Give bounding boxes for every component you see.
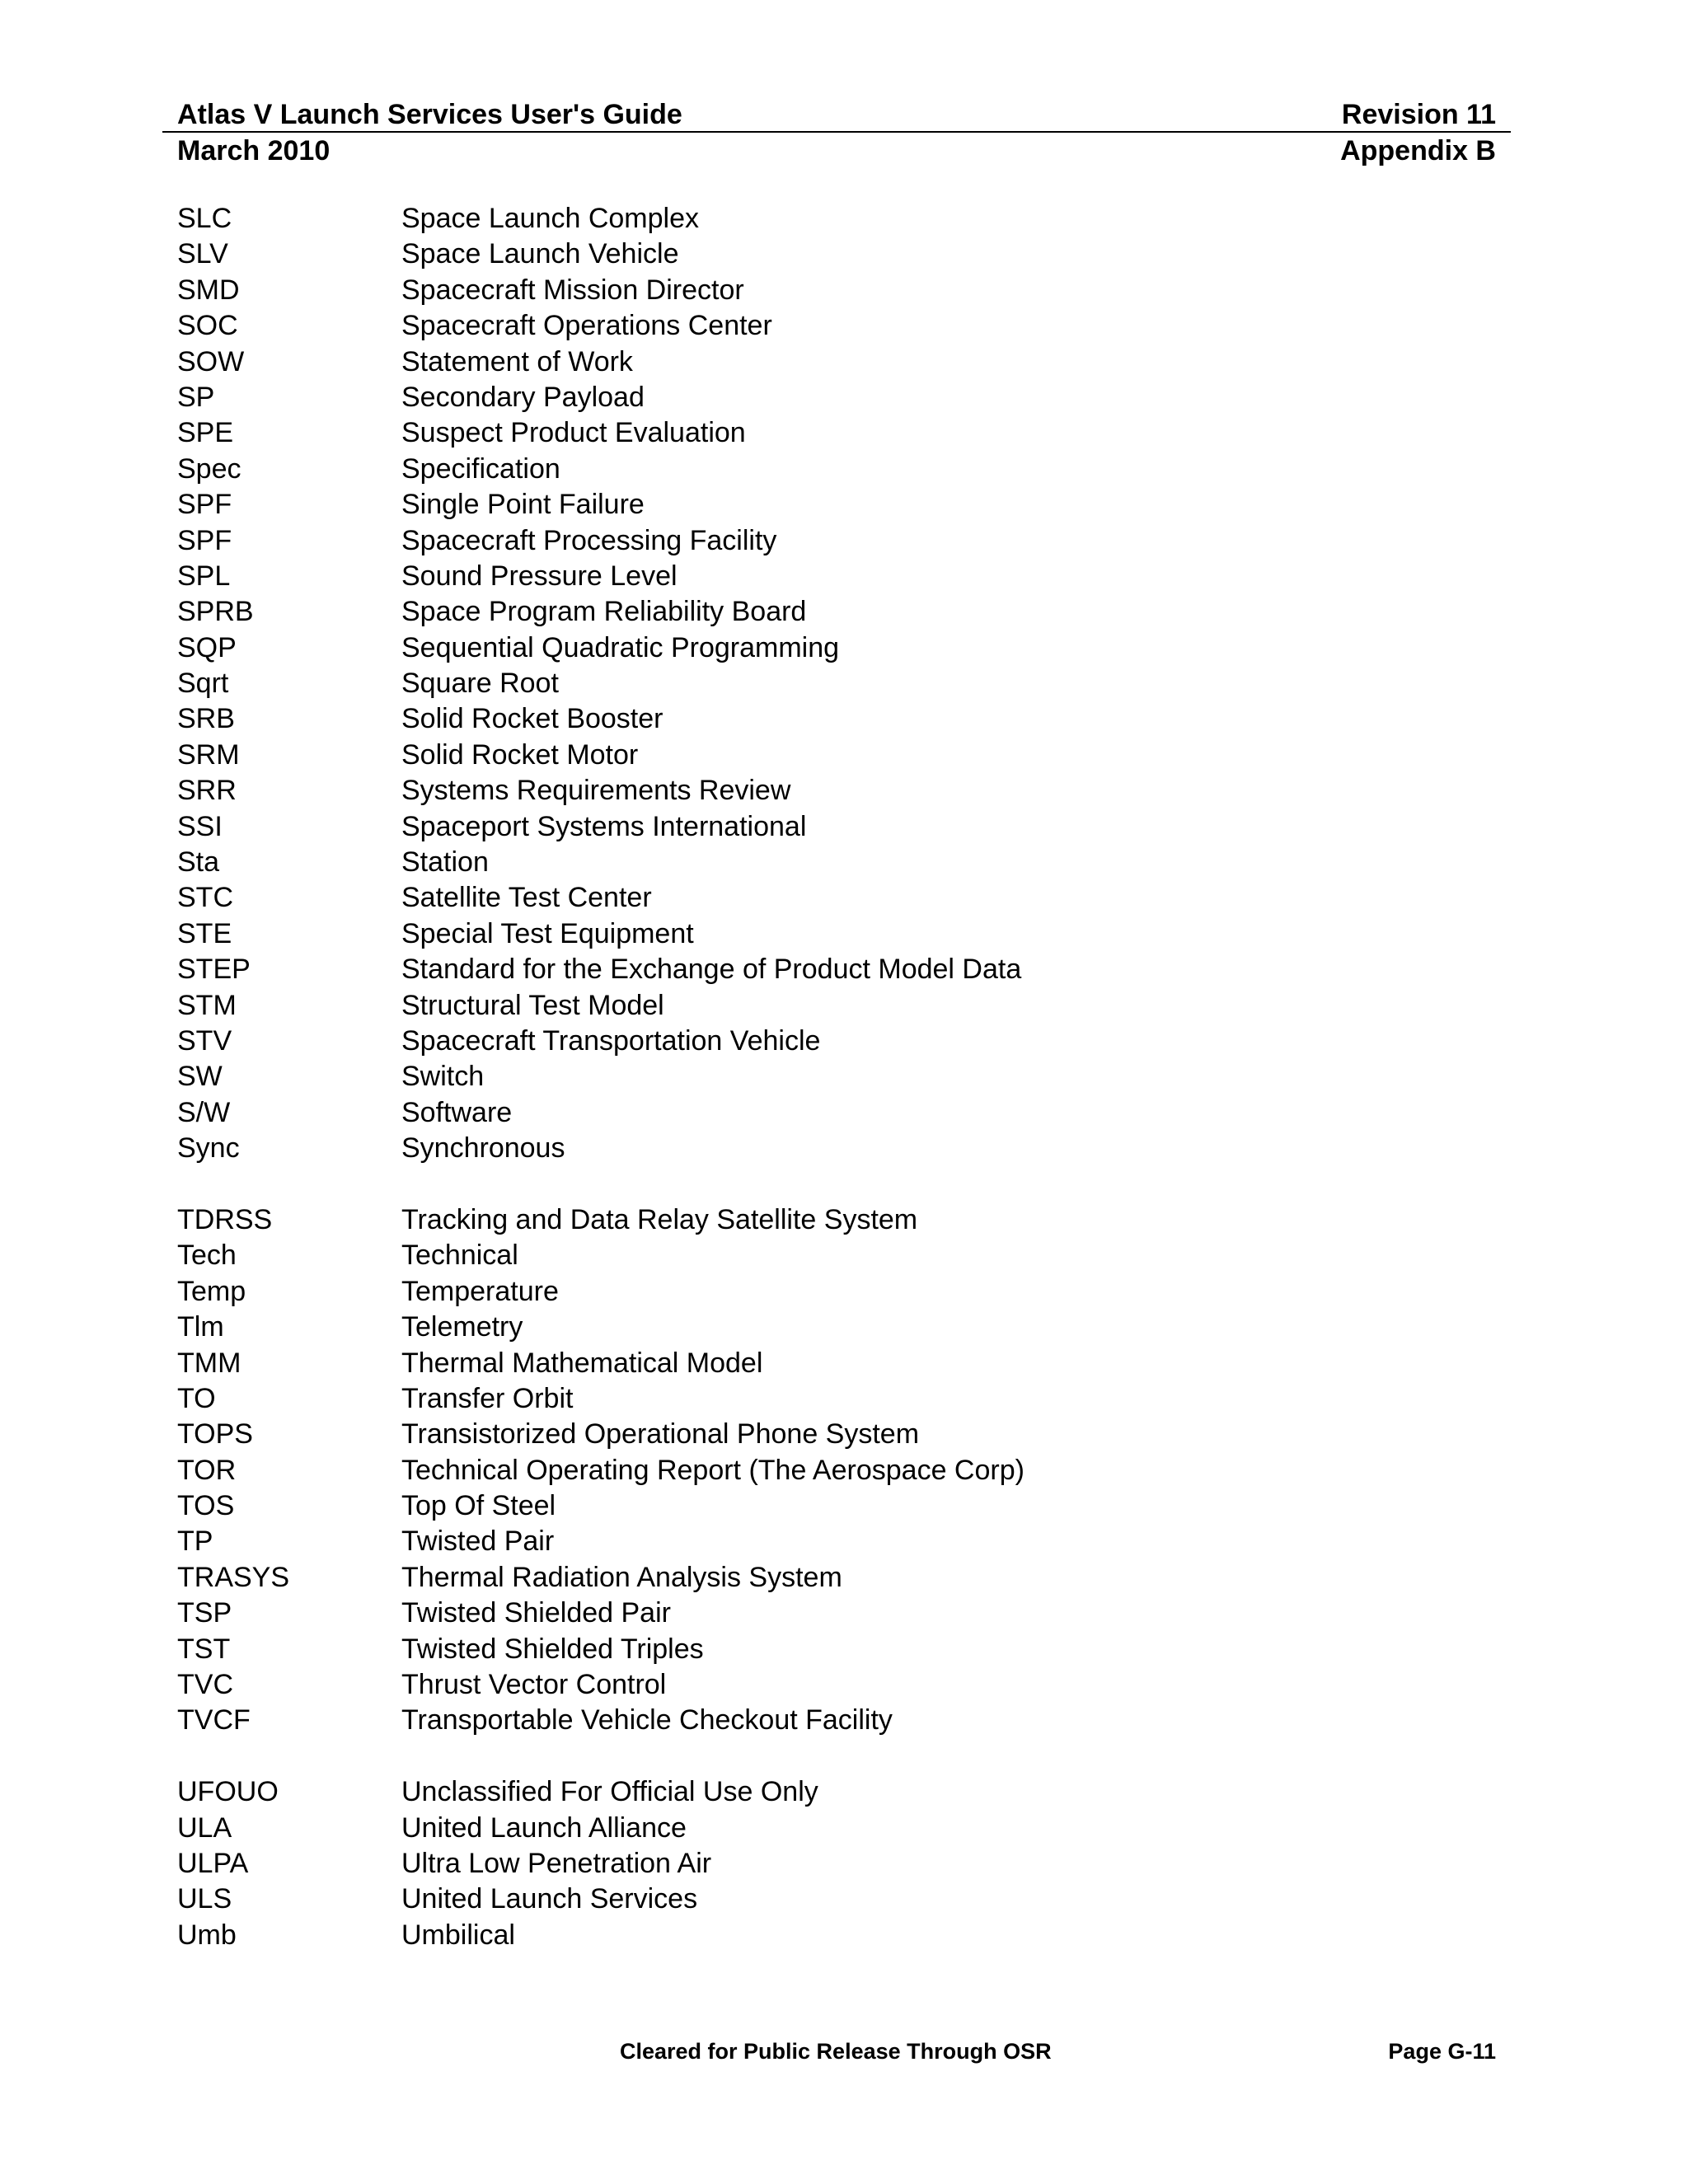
list-item — [177, 988, 1496, 1024]
definition: Telemetry — [401, 1311, 523, 1343]
list-item — [177, 1024, 1496, 1059]
list-item — [177, 1882, 1496, 1917]
abbreviation: ULA — [177, 1811, 232, 1844]
abbreviation: STEP — [177, 954, 251, 986]
definition: Spacecraft Processing Facility — [401, 524, 777, 556]
definition: Thermal Radiation Analysis System — [401, 1561, 842, 1593]
abbreviation: SPF — [177, 489, 232, 521]
list-item — [177, 952, 1496, 987]
release-notice: Cleared for Public Release Through OSR — [620, 2039, 1052, 2064]
definition: Single Point Failure — [401, 489, 645, 521]
abbreviation: STV — [177, 1024, 232, 1057]
list-item — [177, 523, 1496, 559]
abbreviation: TMM — [177, 1347, 241, 1379]
definition: Solid Rocket Motor — [401, 738, 639, 771]
definition: Synchronous — [401, 1132, 565, 1165]
page-header — [177, 97, 1496, 168]
abbreviation-group — [177, 1202, 1496, 1739]
abbreviation: SPL — [177, 560, 231, 592]
list-item — [177, 1453, 1496, 1488]
abbreviation: TST — [177, 1633, 231, 1665]
list-item — [177, 308, 1496, 344]
list-item — [177, 1202, 1496, 1238]
list-item — [177, 344, 1496, 380]
definition: Tracking and Data Relay Satellite System — [401, 1203, 918, 1235]
abbreviation: STE — [177, 917, 232, 949]
revision-label: Revision 11 — [1341, 99, 1496, 130]
list-item — [177, 880, 1496, 916]
definition: Secondary Payload — [401, 381, 645, 413]
list-item — [177, 1846, 1496, 1882]
list-item — [177, 1596, 1496, 1631]
abbreviation: Umb — [177, 1919, 237, 1951]
abbreviation: SMD — [177, 274, 240, 306]
list-item — [177, 1918, 1496, 1953]
abbreviation: SOC — [177, 310, 238, 342]
definition: United Launch Services — [401, 1883, 698, 1915]
definition: Thrust Vector Control — [401, 1669, 667, 1701]
list-item — [177, 773, 1496, 808]
list-item — [177, 738, 1496, 773]
definition: Suspect Product Evaluation — [401, 417, 746, 449]
list-item — [177, 809, 1496, 845]
definition: Special Test Equipment — [401, 917, 694, 949]
section-label: Appendix B — [1340, 135, 1496, 166]
abbreviation: SPE — [177, 417, 234, 449]
definition: Satellite Test Center — [401, 882, 652, 914]
list-item — [177, 1417, 1496, 1452]
definition: Umbilical — [401, 1919, 515, 1951]
abbreviation: SW — [177, 1061, 223, 1093]
list-item — [177, 916, 1496, 952]
document-title: Atlas V Launch Services User's Guide — [177, 99, 682, 130]
abbreviation: SQP — [177, 631, 237, 663]
abbreviation: SRR — [177, 775, 237, 807]
abbreviation: STC — [177, 882, 233, 914]
list-item — [177, 666, 1496, 701]
abbreviation: SPRB — [177, 596, 254, 628]
list-item — [177, 1560, 1496, 1596]
abbreviation: TOS — [177, 1490, 235, 1522]
abbreviation: Temp — [177, 1275, 246, 1307]
header-divider — [162, 131, 1511, 133]
definition: Spacecraft Operations Center — [401, 310, 772, 342]
list-item — [177, 1274, 1496, 1310]
list-item — [177, 380, 1496, 415]
document-date: March 2010 — [177, 135, 331, 166]
definition: Switch — [401, 1061, 485, 1093]
definition: Transfer Orbit — [401, 1382, 574, 1414]
abbreviation: TP — [177, 1526, 213, 1558]
definition: Twisted Shielded Pair — [401, 1597, 671, 1629]
list-item — [177, 237, 1496, 272]
abbreviation: Spec — [177, 452, 241, 485]
definition: Thermal Mathematical Model — [401, 1347, 763, 1379]
list-item — [177, 1059, 1496, 1094]
list-item — [177, 1238, 1496, 1273]
definition: Station — [401, 846, 489, 879]
definition: Solid Rocket Booster — [401, 703, 663, 735]
definition: Standard for the Exchange of Product Model Data — [401, 954, 1022, 986]
definition: Top Of Steel — [401, 1490, 556, 1522]
definition: Spaceport Systems International — [401, 810, 807, 842]
definition: Technical — [401, 1240, 518, 1272]
definition: Specification — [401, 452, 560, 485]
definition: Transportable Vehicle Checkout Facility — [401, 1704, 893, 1736]
list-item — [177, 1131, 1496, 1166]
abbreviation: ULPA — [177, 1847, 249, 1879]
definition: Software — [401, 1096, 513, 1128]
definition: Space Launch Vehicle — [401, 238, 679, 270]
abbreviation: SRB — [177, 703, 235, 735]
abbreviation: Sqrt — [177, 668, 229, 700]
definition: Sound Pressure Level — [401, 560, 678, 592]
list-item — [177, 1667, 1496, 1703]
abbreviation: TOPS — [177, 1418, 253, 1451]
list-item — [177, 594, 1496, 630]
definition: Unclassified For Official Use Only — [401, 1776, 818, 1808]
list-item — [177, 487, 1496, 523]
definition: Twisted Pair — [401, 1526, 555, 1558]
abbreviation: TDRSS — [177, 1203, 273, 1235]
abbreviation: TOR — [177, 1454, 237, 1486]
abbreviation: Sync — [177, 1132, 240, 1165]
definition: Square Root — [401, 668, 559, 700]
definition: United Launch Alliance — [401, 1811, 687, 1844]
page-number: Page G-11 — [1388, 2039, 1496, 2064]
abbreviation: SLC — [177, 203, 232, 234]
abbreviation: SP — [177, 381, 215, 413]
definition: Space Program Reliability Board — [401, 596, 807, 628]
header-top-row — [177, 97, 1496, 132]
abbreviation-group — [177, 1774, 1496, 1953]
definition: Structural Test Model — [401, 989, 664, 1021]
page-footer — [177, 2037, 1496, 2065]
abbreviation: Tech — [177, 1240, 237, 1272]
list-item — [177, 201, 1496, 237]
header-bottom-row — [177, 134, 1496, 168]
list-item — [177, 1310, 1496, 1345]
list-item — [177, 1346, 1496, 1381]
definition: Statement of Work — [401, 345, 633, 377]
abbreviation: TSP — [177, 1597, 232, 1629]
list-item — [177, 701, 1496, 737]
list-item — [177, 415, 1496, 451]
list-item — [177, 1703, 1496, 1738]
list-item — [177, 1524, 1496, 1559]
definition: Technical Operating Report (The Aerospace Corp) — [401, 1454, 1025, 1486]
abbreviation: SSI — [177, 810, 223, 842]
list-item — [177, 1774, 1496, 1810]
definition: Twisted Shielded Triples — [401, 1633, 704, 1665]
abbreviation: S/W — [177, 1096, 231, 1128]
abbreviation: SPF — [177, 524, 232, 556]
abbreviation: SOW — [177, 345, 245, 377]
list-item — [177, 559, 1496, 594]
abbreviation: SRM — [177, 738, 240, 771]
list-item — [177, 1381, 1496, 1417]
abbreviation: SLV — [177, 238, 228, 270]
list-item — [177, 845, 1496, 880]
list-item — [177, 1095, 1496, 1131]
abbreviation: TRASYS — [177, 1561, 290, 1593]
list-item — [177, 1811, 1496, 1846]
abbreviation: Tlm — [177, 1311, 224, 1343]
abbreviation: ULS — [177, 1883, 232, 1915]
abbreviation: TVC — [177, 1669, 233, 1701]
definition: Transistorized Operational Phone System — [401, 1418, 920, 1451]
abbreviation-list — [177, 201, 1496, 1953]
definition: Temperature — [401, 1275, 559, 1307]
list-item — [177, 1488, 1496, 1524]
abbreviation-group — [177, 201, 1496, 1167]
definition: Spacecraft Mission Director — [401, 274, 744, 306]
abbreviation: TO — [177, 1382, 216, 1414]
list-item — [177, 1632, 1496, 1667]
abbreviation: TVCF — [177, 1704, 251, 1736]
definition: Spacecraft Transportation Vehicle — [401, 1024, 821, 1057]
abbreviation: STM — [177, 989, 237, 1021]
abbreviation: UFOUO — [177, 1776, 279, 1808]
definition: Ultra Low Penetration Air — [401, 1847, 712, 1879]
definition: Sequential Quadratic Programming — [401, 631, 840, 663]
definition: Systems Requirements Review — [401, 775, 791, 807]
abbreviation: Sta — [177, 846, 220, 879]
list-item — [177, 452, 1496, 487]
list-item — [177, 273, 1496, 308]
definition: Space Launch Complex — [401, 203, 700, 234]
list-item — [177, 630, 1496, 666]
